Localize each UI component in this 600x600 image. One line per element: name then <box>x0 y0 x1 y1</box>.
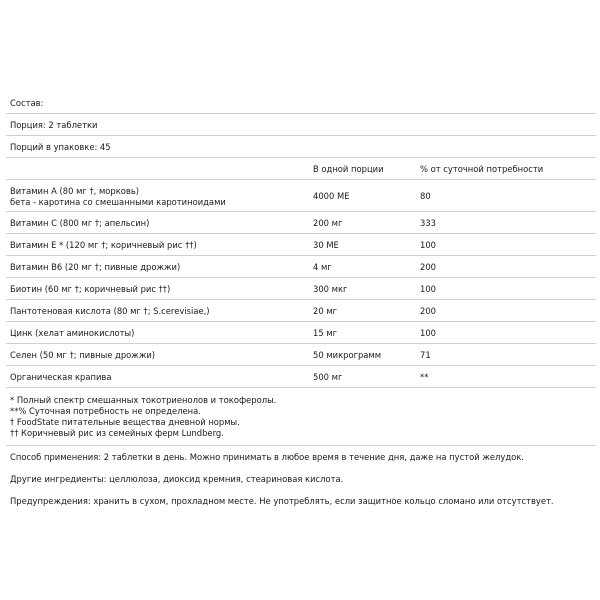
footnote: **% Суточная потребность не определена. <box>10 406 201 416</box>
nutrient-daily-value: 200 <box>420 262 436 272</box>
nutrient-name <box>10 186 226 208</box>
composition-label: Состав: <box>10 98 44 108</box>
nutrient-daily-value: 200 <box>420 306 436 316</box>
usage-text: Способ применения: 2 таблетки в день. Можно принимать в любое время в течение дня, даже на пустой желудок. <box>10 452 524 462</box>
table-row <box>6 366 596 388</box>
nutrient-daily-value: 80 <box>420 191 431 201</box>
nutrient-name: Витамин B6 (20 мг †; пивные дрожжи) <box>10 262 181 272</box>
nutrient-name: Селен (50 мг †; пивные дрожжи) <box>10 350 156 360</box>
table-row <box>6 180 596 212</box>
nutrient-name: Витамин C (800 мг †; апельсин) <box>10 218 150 228</box>
other-ingredients-paragraph <box>6 468 600 490</box>
table-row <box>6 322 596 344</box>
serving-row <box>6 114 596 136</box>
nutrient-name: Биотин (60 мг †; коричневый рис ††) <box>10 284 171 294</box>
nutrient-name: Цинк (хелат аминокислоты) <box>10 328 135 338</box>
usage-paragraph <box>6 446 600 468</box>
footnote: †† Коричневый рис из семейных ферм Lundberg. <box>10 428 224 438</box>
table-row <box>6 256 596 278</box>
nutrient-amount: 4000 МЕ <box>313 191 350 201</box>
nutrient-amount: 15 мг <box>313 328 338 338</box>
table-row <box>6 234 596 256</box>
nutrient-name: Органическая крапива <box>10 372 112 382</box>
nutrient-name: Пантотеновая кислота (80 мг †; S.cerevisiae,) <box>10 306 210 316</box>
nutrient-daily-value: 333 <box>420 218 436 228</box>
nutrient-amount: 4 мг <box>313 262 332 272</box>
nutrient-amount: 200 мг <box>313 218 343 228</box>
column-header-per-serving: В одной порции <box>313 164 384 174</box>
nutrient-amount: 30 МЕ <box>313 240 339 250</box>
table-row <box>6 344 596 366</box>
table-row <box>6 278 596 300</box>
nutrient-daily-value: 100 <box>420 240 436 250</box>
footnote: * Полный спектр смешанных токотриенолов и токоферолы. <box>10 395 277 405</box>
nutrient-daily-value: 100 <box>420 328 436 338</box>
footnotes <box>6 388 596 446</box>
composition-row <box>6 92 596 114</box>
footnote: † FoodState питательные вещества дневной нормы. <box>10 417 240 427</box>
nutrient-amount: 20 мг <box>313 306 338 316</box>
table-row <box>6 212 596 234</box>
nutrient-amount: 500 мг <box>313 372 343 382</box>
warnings-paragraph <box>6 490 600 512</box>
nutrient-amount: 50 микрограмм <box>313 350 382 360</box>
column-header-daily-value: % от суточной потребности <box>420 164 544 174</box>
nutrient-daily-value: 71 <box>420 350 431 360</box>
nutrient-name-line1: Витамин A (80 мг †, морковь) <box>10 186 140 196</box>
table-header-row <box>6 158 596 180</box>
supplement-facts-document <box>0 92 600 512</box>
warnings-text: Предупреждения: хранить в сухом, прохладном месте. Не употреблять, если защитное кольцо сломано или отсутствует. <box>10 496 554 506</box>
nutrient-name: Витамин E * (120 мг †; коричневый рис ††) <box>10 240 197 250</box>
serving-size: Порция: 2 таблетки <box>10 120 98 130</box>
nutrient-daily-value: ** <box>420 372 429 382</box>
nutrient-name-line2: бета - каротина со смешанными каротиноидами <box>10 197 226 207</box>
other-ingredients-text: Другие ингредиенты: целлюлоза, диоксид кремния, стеариновая кислота. <box>10 474 344 484</box>
servings-per-container: Порций в упаковке: 45 <box>10 142 111 152</box>
nutrient-amount: 300 мкг <box>313 284 348 294</box>
table-row <box>6 300 596 322</box>
servings-per-container-row <box>6 136 596 158</box>
nutrient-daily-value: 100 <box>420 284 436 294</box>
